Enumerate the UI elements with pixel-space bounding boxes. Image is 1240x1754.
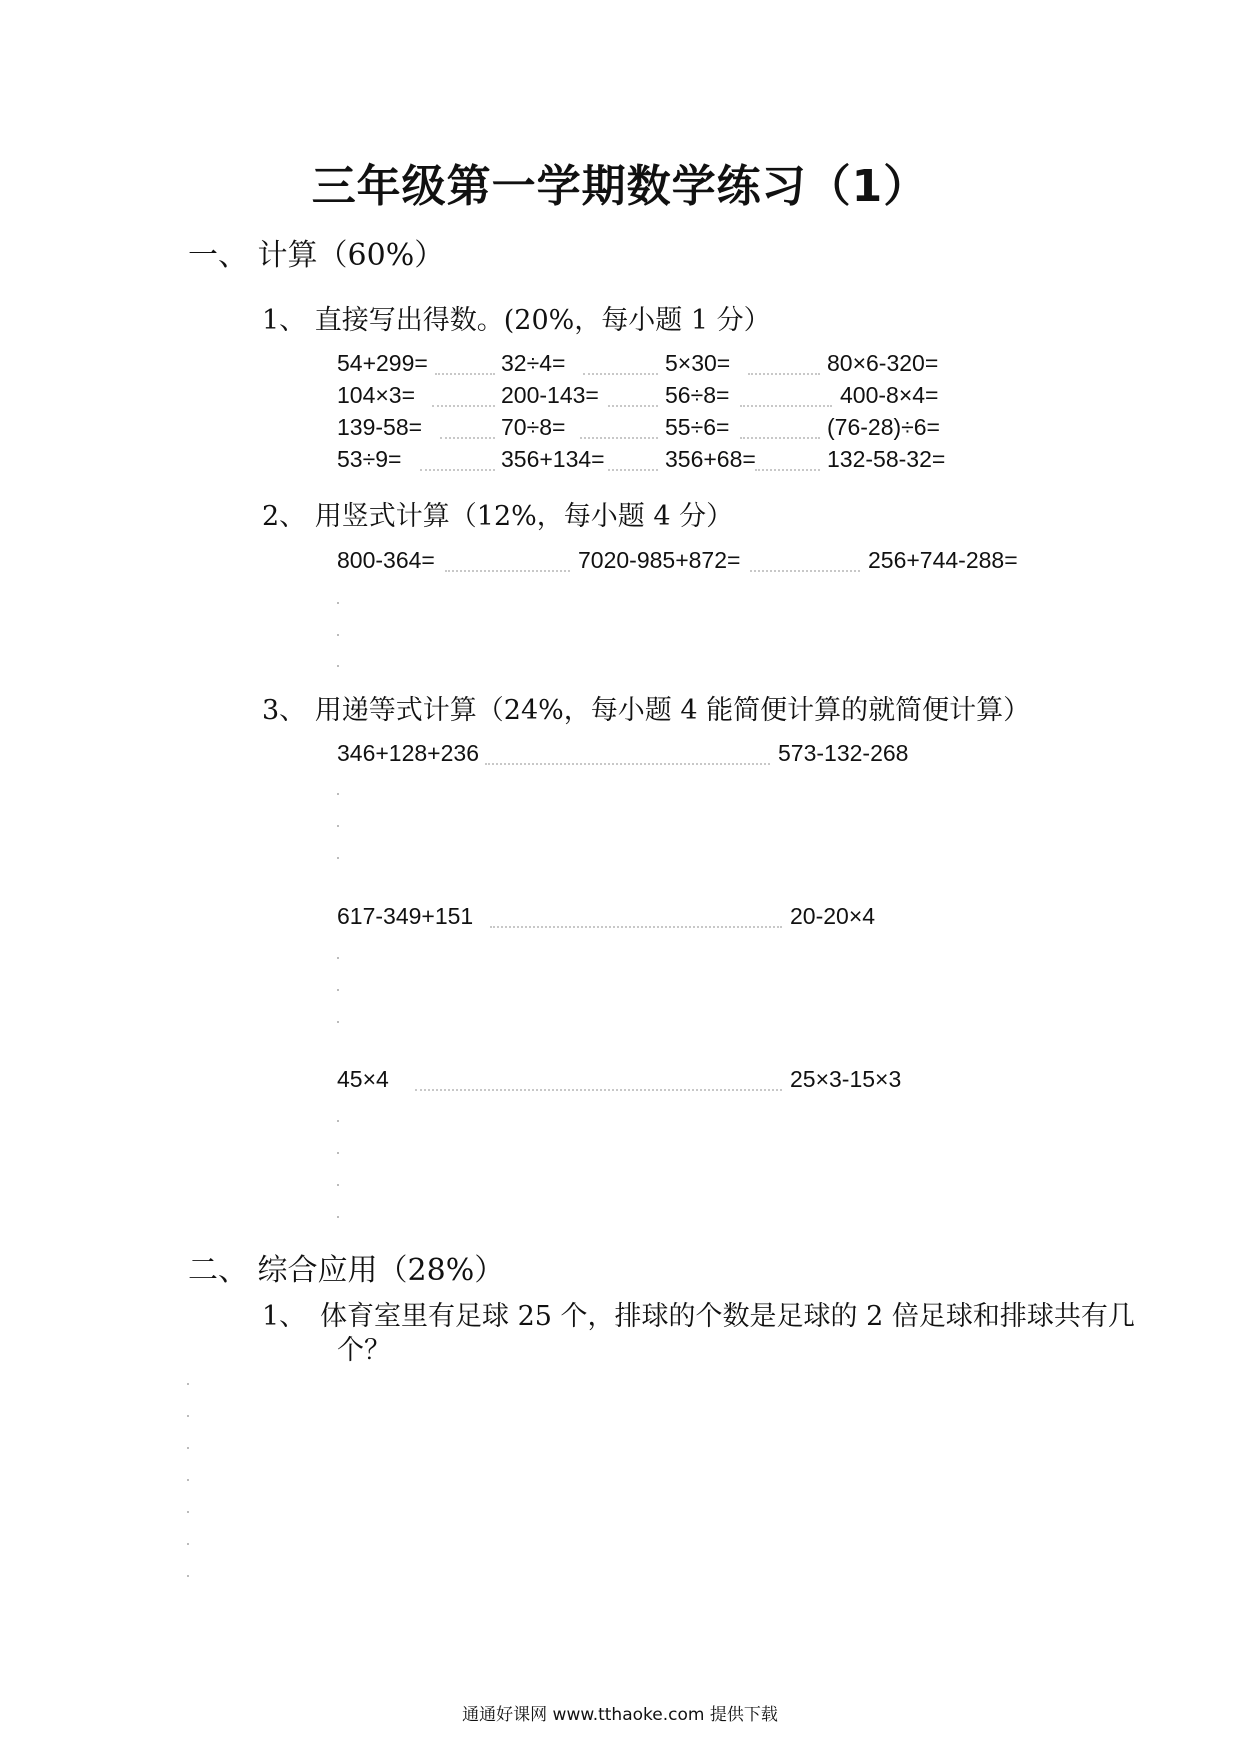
q2-item: 7020-985+872= xyxy=(578,547,741,573)
q1-item: 200-143= xyxy=(501,382,599,408)
q1-item: 132-58-32= xyxy=(827,446,946,472)
q1-item: 55÷6= xyxy=(665,414,730,440)
s2-q1-line1: 体育室里有足球 25 个，排球的个数是足球的 2 倍足球和排球共有几 xyxy=(320,1301,1135,1332)
page-title: 三年级第一学期数学练习（1） xyxy=(311,161,929,212)
q3-item: 346+128+236 xyxy=(337,740,479,766)
q3-item: 20-20×4 xyxy=(790,903,876,929)
q3-heading: 3、 用递等式计算（24%，每小题 4 能简便计算的就简便计算） xyxy=(262,695,1031,726)
q3-item: 45×4 xyxy=(337,1066,389,1092)
q1-item: 70÷8= xyxy=(501,414,566,440)
q1-item: 80×6-320= xyxy=(827,350,939,376)
s2-q1-line2: 个？ xyxy=(337,1335,391,1366)
q3-item: 573-132-268 xyxy=(778,740,909,766)
section2-heading: 二、 综合应用（28%） xyxy=(188,1253,505,1288)
q1-item: 356+134= xyxy=(501,446,605,472)
q1-item: 139-58= xyxy=(337,414,423,440)
q1-item: 356+68= xyxy=(665,446,756,472)
q1-item: 5×30= xyxy=(665,350,731,376)
q3-item: 25×3-15×3 xyxy=(790,1066,902,1092)
q1-item: 56÷8= xyxy=(665,382,730,408)
section1-heading: 一、 计算（60%） xyxy=(188,238,445,273)
q1-item: (76-28)÷6= xyxy=(827,414,940,440)
q2-item: 256+744-288= xyxy=(868,547,1018,573)
s2-q1-number: 1、 xyxy=(262,1301,307,1332)
q1-item: 53÷9= xyxy=(337,446,402,472)
q1-item: 104×3= xyxy=(337,382,416,408)
footer-text: 通通好课网 www.tthaoke.com 提供下载 xyxy=(462,1705,778,1725)
q1-item: 400-8×4= xyxy=(840,382,939,408)
q2-heading: 2、 用竖式计算（12%，每小题 4 分） xyxy=(262,501,734,532)
q1-item: 32÷4= xyxy=(501,350,566,376)
q1-heading: 1、 直接写出得数。(20%，每小题 1 分） xyxy=(262,305,771,336)
q3-item: 617-349+151 xyxy=(337,903,474,929)
q1-item: 54+299= xyxy=(337,350,428,376)
q2-item: 800-364= xyxy=(337,547,435,573)
